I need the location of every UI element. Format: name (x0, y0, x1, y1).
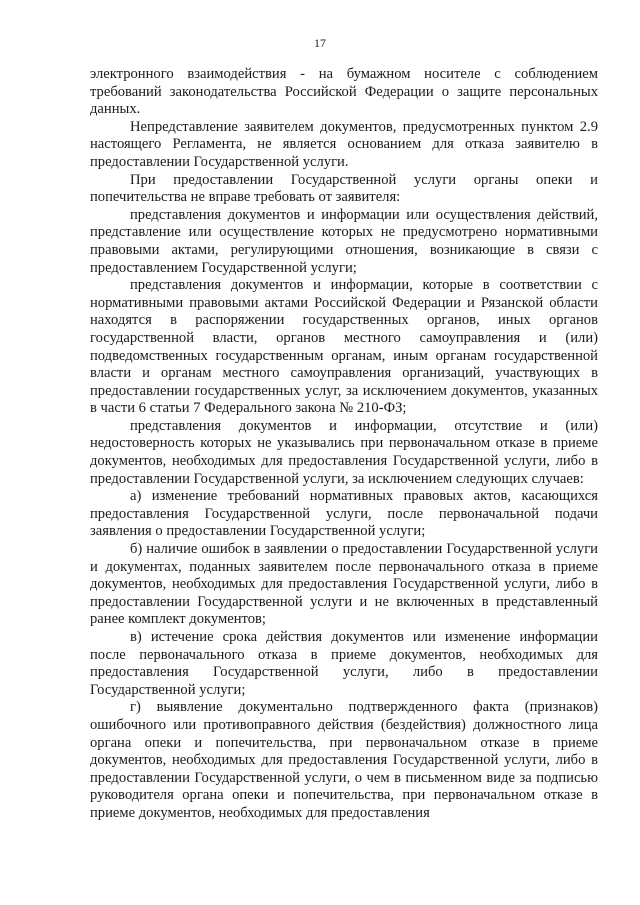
paragraph: а) изменение требований нормативных правовых актов, касающихся предоставления Государственной услуги, после первоначальной подачи заявления о предоставлении Государственной услуги; (90, 488, 598, 540)
paragraph: б) наличие ошибок в заявлении о предоставлении Государственной услуги и документах, поданных заявителем после первоначального отказа в приеме документов, необходимых для предоставления Государственной услуги, либо в предоставлении Государственной услуги и не включенных в представленный ранее комплект документов; (90, 541, 598, 628)
page-number: 17 (314, 36, 326, 50)
paragraph: При предоставлении Государственной услуги органы опеки и попечительства не вправе требовать от заявителя: (90, 171, 598, 206)
paragraph: представления документов и информации, которые в соответствии с нормативными правовыми актами Российской Федерации и Рязанской области находятся в распоряжении государственных органов, иных органов государственной власти, органов местного самоуправления и (или) подведомственных государственным органам, иным органам государственной власти и органам местного самоуправления организаций, участвующих в предоставлении государственных услуг, за исключением документов, указанных в части 6 статьи 7 Федерального закона № 210-ФЗ; (90, 277, 598, 417)
paragraph: электронного взаимодействия - на бумажном носителе с соблюдением требований законодательства Российской Федерации о защите персональных данных. (90, 66, 598, 118)
paragraph: в) истечение срока действия документов или изменение информации после первоначального отказа в приеме документов, необходимых для предоставления Государственной услуги, либо в предоставлении Государственной услуги; (90, 629, 598, 698)
paragraph: представления документов и информации или осуществления действий, представление или осуществление которых не предусмотрено нормативными правовыми актами, регулирующими отношения, возникающие в связи с предоставлением Государственной услуги; (90, 206, 598, 276)
paragraph: г) выявление документально подтвержденного факта (признаков) ошибочного или противоправного действия (бездействия) должностного лица органа опеки и попечительства, при первоначальном отказе в приеме документов, необходимых для предоставления Государственной услуги, либо в предоставлении Государственной услуги, о чем в письменном виде за подписью руководителя органа опеки и попечительства, при первоначальном отказе в приеме документов, необходимых для предоставления (90, 699, 598, 821)
paragraph: представления документов и информации, отсутствие и (или) недостоверность которых не указывались при первоначальном отказе в приеме документов, необходимых для предоставления Государственной услуги, либо в предоставлении Государственной услуги, за исключением следующих случаев: (90, 417, 598, 487)
document-body (90, 66, 598, 823)
paragraph: Непредставление заявителем документов, предусмотренных пунктом 2.9 настоящего Регламента, не является основанием для отказа заявителю в предоставлении Государственной услуги. (90, 118, 598, 170)
